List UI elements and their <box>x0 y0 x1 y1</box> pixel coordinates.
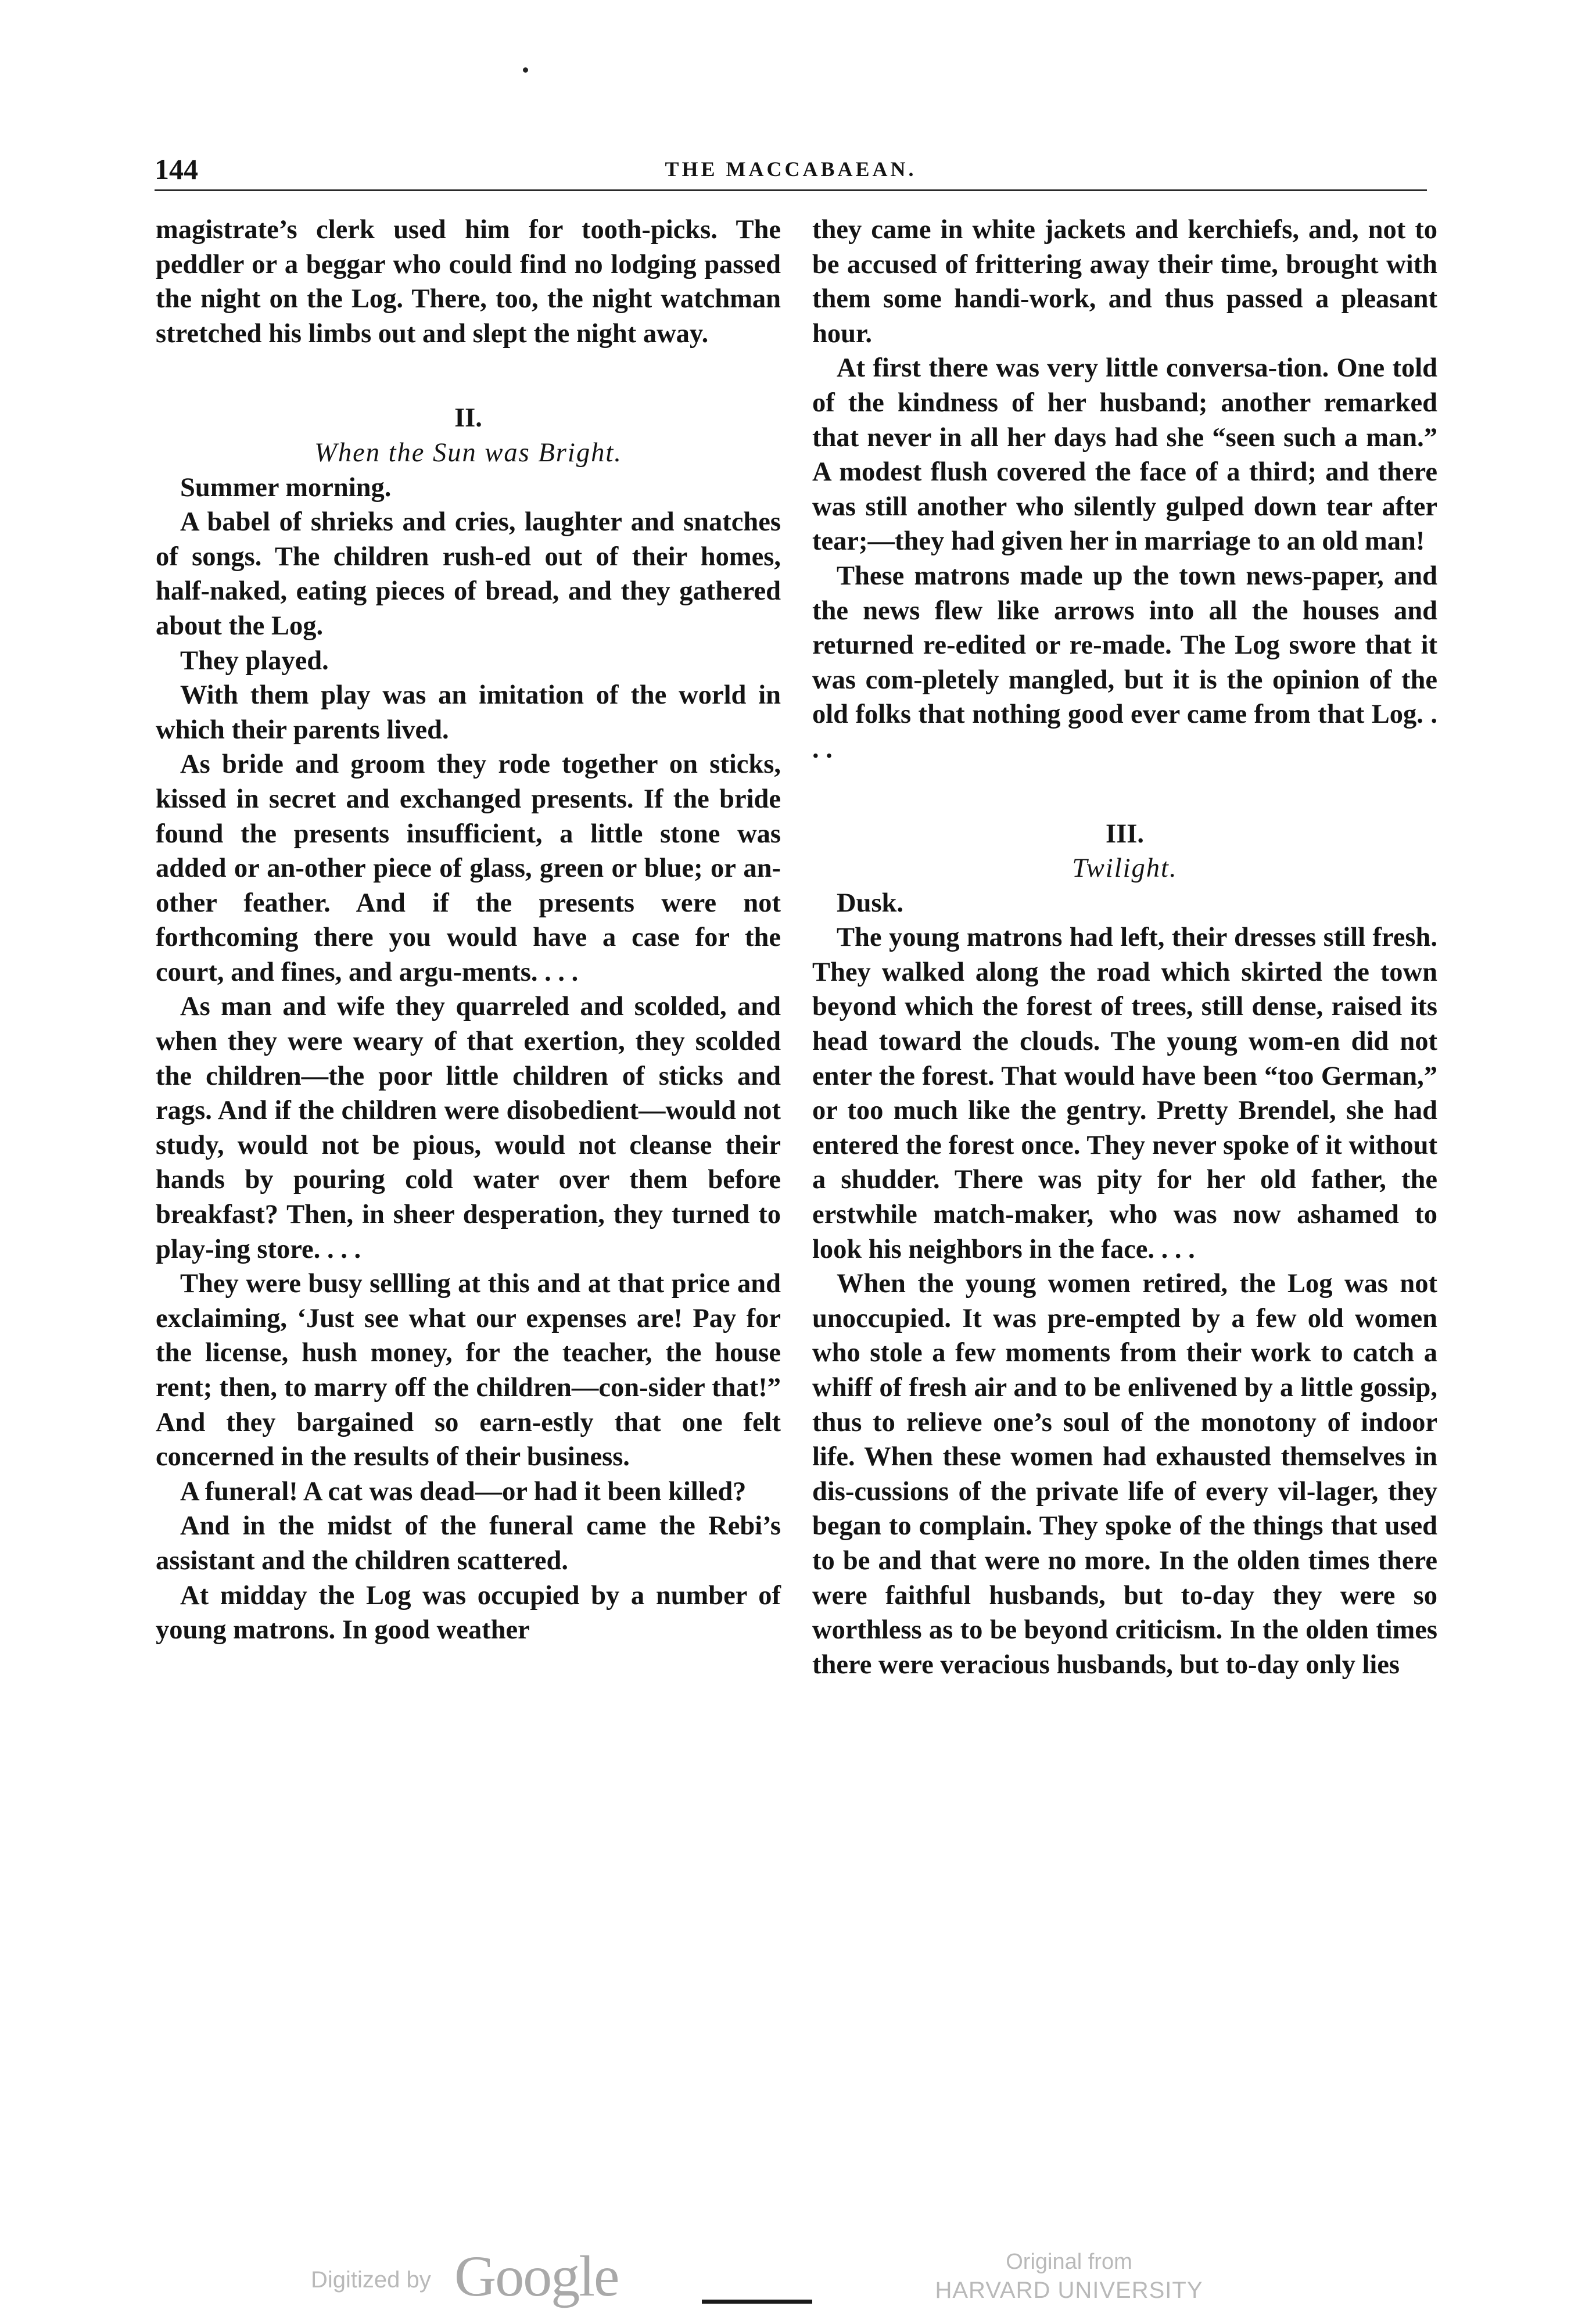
paragraph: They were busy sellling at this and at that price and exclaiming, ‘Just see what our expenses are! Pay for the license, hush money, for the teacher, the house rent; then, to marry off the children—con-sider that!” And they bargained so earn-estly that one felt concerned in the results of their business. <box>156 1269 781 1472</box>
section-number: II. <box>454 403 482 433</box>
digitization-footer <box>0 2244 1571 2312</box>
google-logo: Google <box>454 2244 619 2308</box>
paragraph: A babel of shrieks and cries, laughter and snatches of songs. The children rush-ed out of their homes, half-naked, eating pieces of bread, and they gathered about the Log. <box>156 507 781 641</box>
paragraph: A funeral! A cat was dead—or had it been killed? <box>180 1476 747 1507</box>
paragraph: Summer morning. <box>180 472 392 503</box>
digitized-by-label: Digitized by <box>311 2267 431 2293</box>
journal-title: THE MACCABAEAN. <box>665 157 917 181</box>
paragraph: As bride and groom they rode together on sticks, kissed in secret and exchanged presents. If the bride found the presents insufficient, a little stone was added or an-other piece of glass, green or blue; or an-other feather. And if the presents were not forthcoming there you would have a case for the court, and fines, and argu-ments. . . . <box>156 749 781 987</box>
paragraph: magistrate’s clerk used him for tooth-picks. The peddler or a beggar who could find no lodging passed the night on the Log. There, too, the night watchman stretched his limbs out and slept the night away. <box>156 215 781 349</box>
section-title: Twilight. <box>1072 853 1178 884</box>
paragraph: When the young women retired, the Log was not unoccupied. It was pre-empted by a few old women who stole a few moments from their work to catch a whiff of fresh air and to be enlivened by a little gossip, thus to relieve one’s soul of the monotony of indoor life. When these women had exhausted themselves in dis-cussions of the private life of every vil-lager, they began to complain. They spoke of the things that used to be and that were no more. In the olden times there were faithful husbands, but to-day they were so worthless as to be beyond criticism. In the olden times there were veracious husbands, but to-day only lies <box>812 1269 1437 1680</box>
paragraph: they came in white jackets and kerchiefs, and, not to be accused of frittering away their time, brought with them some handi-work, and thus passed a pleasant hour. <box>812 215 1437 349</box>
paragraph: Dusk. <box>837 888 904 918</box>
paragraph: They played. <box>180 645 329 676</box>
section-spacer <box>156 351 781 401</box>
paragraph: At midday the Log was occupied by a number of young matrons. In good weather <box>156 1580 781 1645</box>
right-column <box>812 213 1437 1682</box>
paragraph: And in the midst of the funeral came the Rebi’s assistant and the children scattered. <box>156 1511 781 1576</box>
left-column <box>156 213 781 1648</box>
page-number: 144 <box>155 153 198 185</box>
paragraph: At first there was very little conversa-tion. One told of the kindness of her husband; another remarked that never in all her days had she “seen such a man.” A modest flush covered the face of a third; and there was still another who silently gulped down tear after tear;—they had given her in marriage to an old man! <box>812 353 1437 557</box>
paragraph: With them play was an imitation of the world in which their parents lived. <box>156 680 781 745</box>
section-number: III. <box>1106 819 1144 849</box>
original-from-label: Original from <box>1006 2250 1132 2274</box>
footer-rule <box>702 2300 812 2304</box>
institution-label: HARVARD UNIVERSITY <box>935 2278 1203 2303</box>
running-head <box>155 150 1427 191</box>
paragraph: The young matrons had left, their dresses still fresh. They walked along the road which skirted the town beyond which the forest of trees, still dense, raised its head toward the clouds. The young wom-en did not enter the forest. That would have been “too German,” or too much like the gentry. Pretty Brendel, she had entered the forest once. They never spoke of it without a shudder. There was pity for her old father, the erstwhile match-maker, who was now ashamed to look his neighbors in the face. . . . <box>812 923 1437 1264</box>
header-rule <box>155 189 1427 191</box>
paragraph: As man and wife they quarreled and scolded, and when they were weary of that exertion, they scolded the children—the poor little children of sticks and rags. And if the children were disobedient—would not study, would not be pious, would not cleanse their hands by pouring cold water over them before breakfast? Then, in sheer desperation, they turned to play-ing store. . . . <box>156 992 781 1264</box>
section-title: When the Sun was Bright. <box>314 437 622 468</box>
section-spacer <box>812 767 1437 817</box>
paragraph: These matrons made up the town news-paper, and the news flew like arrows into all the houses and returned re-edited or re-made. The Log swore that it was com-pletely mangled, but it is the opinion of the old folks that nothing good ever came from that Log. . . . <box>812 561 1437 764</box>
ink-speck <box>523 67 528 73</box>
